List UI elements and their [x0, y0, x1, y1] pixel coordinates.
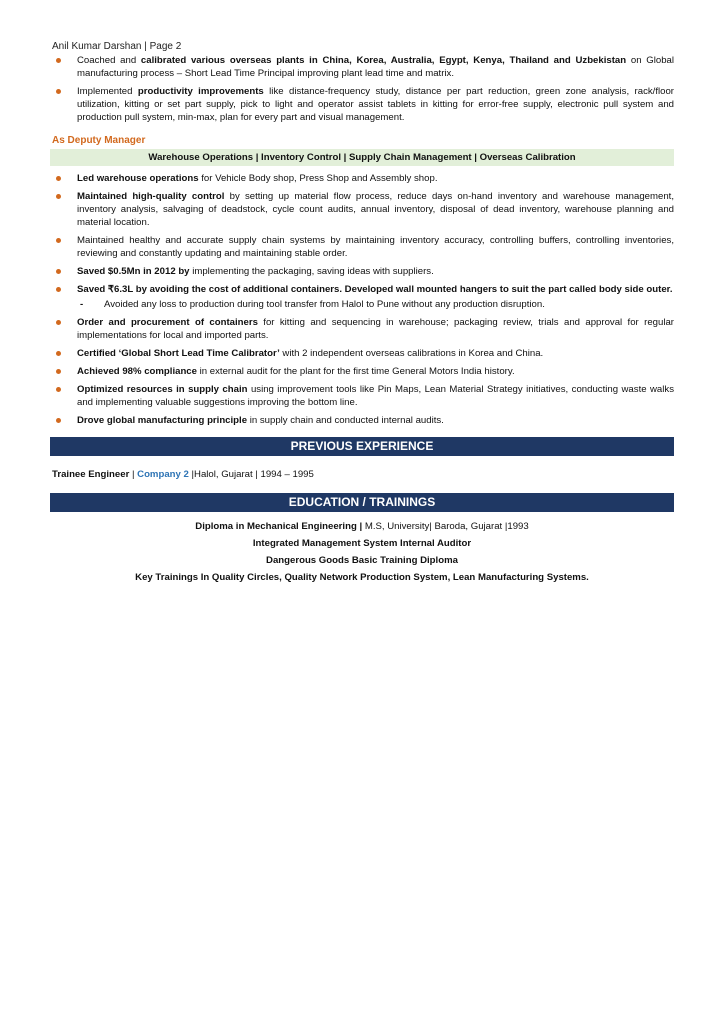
previous-role-line: Trainee Engineer | Company 2 |Halol, Gujarat | 1994 – 1995: [52, 469, 314, 480]
page-header: Anil Kumar Darshan | Page 2: [52, 41, 182, 52]
bullet-dot-icon: [56, 287, 61, 292]
education-list: [50, 520, 674, 584]
education-item: Integrated Management System Internal Auditor: [252, 538, 472, 549]
previous-experience-heading: PREVIOUS EXPERIENCE: [50, 437, 674, 456]
bullet-dot-icon: [56, 351, 61, 356]
education-heading: EDUCATION / TRAININGS: [50, 493, 674, 512]
bullet-dot-icon: [56, 418, 61, 423]
bullet-dot-icon: [56, 269, 61, 274]
bullet-dot-icon: [56, 194, 61, 199]
deputy-bullet-list: [50, 172, 674, 427]
sub-list-item: - Avoided any loss to production during tool transfer from Halol to Pune without any production disruption.: [80, 299, 545, 310]
resume-page: [50, 40, 674, 588]
education-item: Dangerous Goods Basic Training Diploma: [266, 555, 458, 566]
role-title: As Deputy Manager: [52, 135, 146, 146]
bullet-dot-icon: [56, 387, 61, 392]
list-item: Saved $0.5Mn in 2012 by implementing the packaging, saving ideas with suppliers.: [50, 265, 674, 278]
bullet-dot-icon: [56, 58, 61, 63]
company-name: Company 2: [137, 469, 189, 480]
list-item: Order and procurement of containers for kitting and sequencing in warehouse; packaging review, trials and approval for regular implementations for local and imported parts.: [50, 316, 674, 342]
list-item: Implemented productivity improvements like distance-frequency study, distance per part reduction, green zone analysis, rack/floor utilization, kitting or set part supply, pick to light and operator assist tablets in kitting for error-free supply, electronic pull system and production pull system, min-max, plan for every part and visual management.: [50, 85, 674, 124]
bullet-dot-icon: [56, 369, 61, 374]
list-item: Certified ‘Global Short Lead Time Calibrator’ with 2 independent overseas calibrations in Korea and China.: [50, 347, 674, 360]
list-item: Drove global manufacturing principle in supply chain and conducted internal audits.: [50, 414, 674, 427]
top-bullet-list: [50, 54, 674, 124]
bullet-dot-icon: [56, 176, 61, 181]
list-item: Optimized resources in supply chain using improvement tools like Pin Maps, Lean Material Strategy initiatives, conducting waste walks and implementing valuable suggestions improving the bottom line.: [50, 383, 674, 409]
bullet-dot-icon: [56, 89, 61, 94]
role-name: Trainee Engineer: [52, 469, 130, 480]
list-item: Coached and calibrated various overseas plants in China, Korea, Australia, Egypt, Kenya, Thailand and Uzbekistan on Global manufacturing process – Short Lead Time Principal improving plant lead time and matrix.: [50, 54, 674, 80]
list-item: Maintained healthy and accurate supply chain systems by maintaining inventory accuracy, controlling buffers, controlling inventories, reviewing and constantly updating and maintaining stable order.: [50, 234, 674, 260]
dash-marker: -: [80, 299, 84, 310]
bullet-dot-icon: [56, 320, 61, 325]
list-item: Maintained high-quality control by setting up material flow process, reduce days on-hand inventory and warehouse management, inventory analysis, salvaging of deadstock, cycle count audits, annual inventory, disposal of dead inventory, warehouse planning and material location.: [50, 190, 674, 229]
education-item: Diploma in Mechanical Engineering | M.S, University| Baroda, Gujarat |1993: [195, 521, 529, 532]
list-item: Led warehouse operations for Vehicle Body shop, Press Shop and Assembly shop.: [50, 172, 674, 185]
focus-bar: Warehouse Operations | Inventory Control | Supply Chain Management | Overseas Calibration: [50, 149, 674, 166]
list-item: Achieved 98% compliance in external audit for the plant for the first time General Motors India history.: [50, 365, 674, 378]
education-item: Key Trainings In Quality Circles, Quality Network Production System, Lean Manufacturing Systems.: [135, 572, 589, 583]
list-item: Saved ₹6.3L by avoiding the cost of additional containers. Developed wall mounted hangers to suit the part called body side outer.: [50, 283, 674, 296]
bullet-dot-icon: [56, 238, 61, 243]
